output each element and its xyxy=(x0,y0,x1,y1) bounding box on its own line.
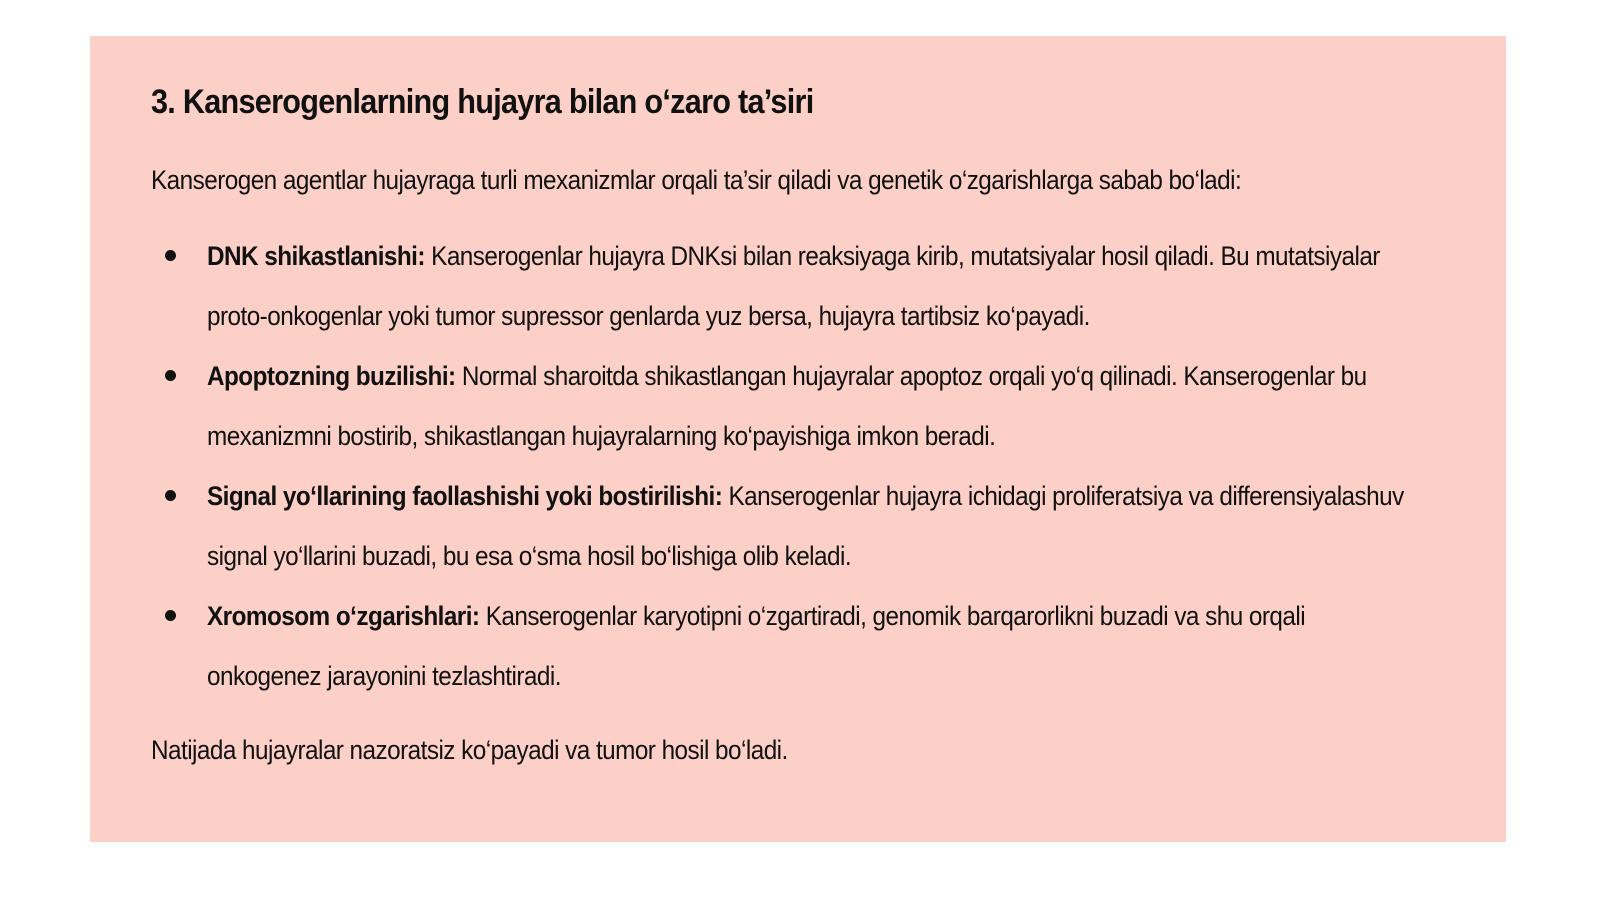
list-item-description: Normal sharoitda shikastlangan hujayralar apoptoz orqali yo‘q qilinadi. Kanserogenlar bu mexanizmni bostirib, shikastlangan hujayralarning ko‘payishiga imkon beradi. xyxy=(207,361,1367,451)
list-item-apoptosis xyxy=(151,346,1466,466)
bullet-icon xyxy=(165,610,176,621)
list-item-term: Apoptozning buzilishi: xyxy=(207,361,456,391)
bullet-icon xyxy=(165,490,176,501)
list-item-description: Kanserogenlar karyotipni o‘zgartiradi, genomik barqarorlikni buzadi va shu orqali onkogenez jarayonini tezlashtiradi. xyxy=(207,601,1306,691)
section-heading: 3. Kanserogenlarning hujayra bilan o‘zaro ta’siri xyxy=(151,83,814,121)
list-item-signal-pathways xyxy=(151,466,1466,586)
bullet-icon xyxy=(165,250,176,261)
list-item-description: Kanserogenlar hujayra ichidagi proliferatsiya va differensiyalashuv signal yo‘llarini buzadi, bu esa o‘sma hosil bo‘lishiga olib keladi. xyxy=(207,481,1404,571)
list-item-term: Signal yo‘llarining faollashishi yoki bostirilishi: xyxy=(207,481,723,511)
list-item-chromosome-changes xyxy=(151,586,1466,706)
conclusion-paragraph: Natijada hujayralar nazoratsiz ko‘payadi va tumor hosil bo‘ladi. xyxy=(151,735,788,765)
mechanism-list xyxy=(151,226,1466,706)
list-item-text xyxy=(207,226,1413,346)
list-item-term: DNK shikastlanishi: xyxy=(207,241,425,271)
list-item-text xyxy=(207,466,1413,586)
intro-paragraph: Kanserogen agentlar hujayraga turli mexanizmlar orqali ta’sir qiladi va genetik o‘zgarishlarga sabab bo‘ladi: xyxy=(151,165,1242,195)
list-item-description: Kanserogenlar hujayra DNKsi bilan reaksiyaga kirib, mutatsiyalar hosil qiladi. Bu mutatsiyalar proto-onkogenlar yoki tumor supressor genlarda yuz bersa, hujayra tartibsiz ko‘payadi. xyxy=(207,241,1380,331)
list-item-text xyxy=(207,346,1413,466)
list-item-term: Xromosom o‘zgarishlari: xyxy=(207,601,480,631)
list-item-dna-damage xyxy=(151,226,1466,346)
list-item-text xyxy=(207,586,1413,706)
bullet-icon xyxy=(165,370,176,381)
content-panel xyxy=(90,36,1506,842)
